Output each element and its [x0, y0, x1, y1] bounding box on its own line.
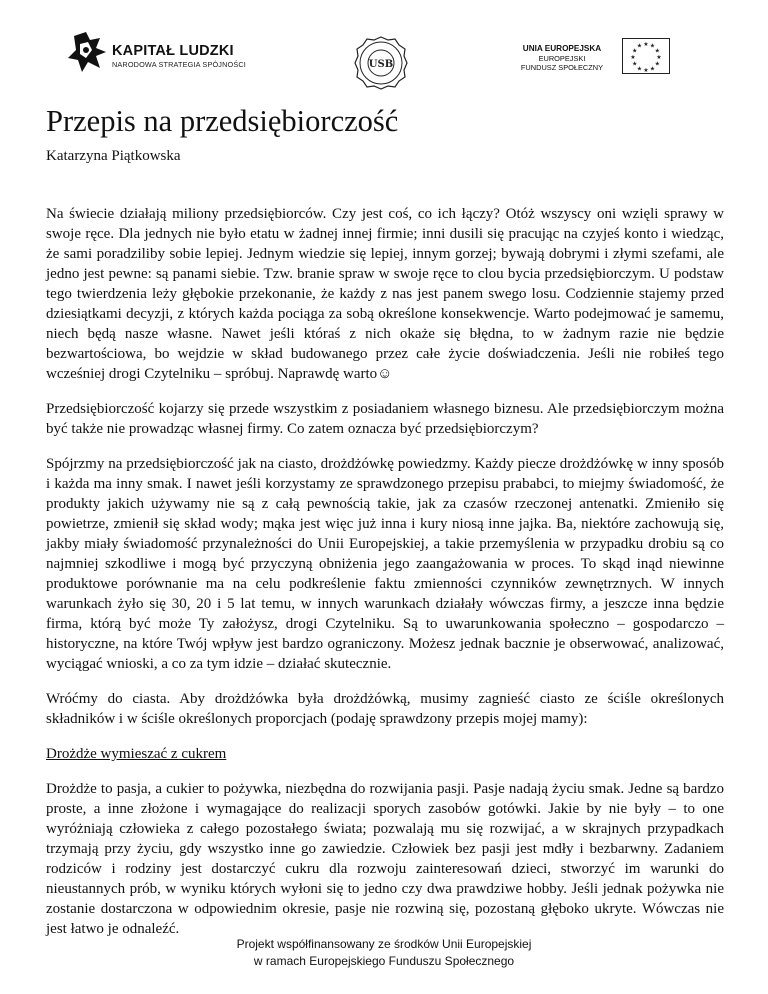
page-header	[0, 0, 768, 100]
svg-text:★: ★	[636, 65, 643, 73]
svg-text:★: ★	[654, 47, 660, 55]
footer-line-1: Projekt współfinansowany ze środków Unii Europejskiej	[236, 937, 532, 951]
article-body	[46, 204, 724, 954]
eu-flag-icon	[622, 38, 670, 74]
kapital-ludzki-logo-icon	[66, 30, 108, 74]
svg-text:★: ★	[643, 41, 649, 48]
article-title: Przepis na przedsiębiorczość	[46, 104, 399, 138]
paragraph: Na świecie działają miliony przedsiębiorców. Czy jest coś, co ich łączy? Otóż wszyscy oni wzięli sprawy w swoje ręce. Dla jednych nie było etatu w żadnej innej firmie; inni dusili się pracując na czyjeś konto i wiedząc, że sami poradziliby sobie lepiej. Jednym wiedzie się lepiej, innym gorzej; bywają dobrymi i złymi szefami, ale jedno jest pewne: są panami siebie. Tzw. branie spraw w swoje ręce to clou bycia przedsiębiorczym. U podstaw tego twierdzenia leży głębokie przekonanie, że każdy z nas jest panem swego losu. Codziennie stajemy przed dziesiątkami decyzji, z których każda pociąga za sobą określone konsekwencje. Warto podejmować je samemu, niech będą nasze własne. Nawet jeśli któraś z nich okaże się błędna, to w żadnym razie nie będzie bezwartościowa, bo wejdzie w skład budowanego przez całe życie doświadczenia. Jeśli nie robiłeś tego wcześniej drogi Czytelniku – spróbuj. Naprawdę warto☺	[46, 206, 724, 382]
paragraph: Spójrzmy na przedsiębiorczość jak na ciasto, drożdżówkę powiedzmy. Każdy piecze drożdżówkę w inny sposób i każda ma inny smak. I nawet jeśli korzystamy ze sprawdzonego przepisu prababci, to miejmy świadomość, że produkty jakich używamy nie są z całą pewnością takie, jak za czasów rzeczonej antenatki. Zmieniło się powietrze, zmienił się skład wody; mąka jest więc już inna i kury niosą inne jajka. Ba, niektóre zachowują się, jakby miały świadomość przynależności do Unii Europejskiej, a takie przemyślenia w przypadku drobiu są co najmniej szkodliwe i mogą być przyczyną obniżenia jego zaangażowania w proces. To skąd inąd niewinne produktowe porównanie ma na celu podkreślenie faktu zmienności czynników zewnętrznych. W innych warunkach żyło się 30, 20 i 5 lat temu, w innych warunkach działały wówczas firmy, a jeszcze inna będzie firma, którą być może Ty założysz, drogi Czytelniku. Są to uwarunkowania społeczno – gospodarczo – historyczne, na które Twój wpływ jest bardzo ograniczony. Możesz jednak bacznie je obserwować, analizować, wyciągać wnioski, a co za tym idzie – działać skutecznie.	[46, 456, 724, 672]
svg-text:★: ★	[649, 65, 656, 73]
eu-line-2: EUROPEJSKI	[538, 53, 586, 63]
university-seal-icon	[354, 36, 408, 90]
svg-text:★: ★	[632, 60, 638, 68]
seal-text: USB	[368, 59, 394, 70]
svg-text:★: ★	[649, 42, 656, 50]
eu-line-1: UNIA EUROPEJSKA	[522, 44, 602, 53]
footer-line-2: w ramach Europejskiego Funduszu Społecznego	[253, 954, 515, 968]
eu-text	[507, 44, 617, 73]
kapital-ludzki-subtitle: NARODOWA STRATEGIA SPÓJNOŚCI	[112, 60, 246, 69]
kapital-ludzki-text	[112, 44, 246, 70]
paragraph: Przedsiębiorczość kojarzy się przede wszystkim z posiadaniem własnego biznesu. Ale przedsiębiorczym można być także nie prowadząc własnej firmy. Co zatem oznacza być przedsiębiorczym?	[46, 401, 724, 437]
svg-text:★: ★	[643, 67, 649, 74]
subheading: Drożdże wymieszać z cukrem	[46, 746, 227, 762]
kapital-ludzki-title: KAPITAŁ LUDZKI	[112, 43, 234, 59]
eu-line-3: FUNDUSZ SPOŁECZNY	[520, 63, 604, 72]
svg-text:★: ★	[630, 54, 636, 61]
svg-text:★: ★	[632, 47, 638, 55]
paragraph: Drożdże to pasja, a cukier to pożywka, niezbędna do rozwijania pasji. Pasje nadają życiu smak. Jedne są bardzo proste, a inne złożone i wymagające do realizacji sporych zasobów gotówki. Jakie by nie były – to one wyróżniają człowieka z całego pozostałego świata; pozwalają mu się rozwijać, a w skrajnych przypadkach trzymają przy życiu, gdy wszystko inne go zawiedzie. Człowiek bez pasji jest mdły i bezbarwny. Zadaniem rodziców i rodziny jest dostarczyć cukru dla rozwoju zainteresowań dzieci, stworzyć im warunki do nieustannych prób, w wyniku których wyłoni się to jedno czy dwa prawdziwe hobby. Jeśli jednak pożywka nie zostanie dostarczona w odpowiednim okresie, pasje nie rozwiną się, pozostaną głęboko ukryte. Wówczas nie jest łatwo je odnaleźć.	[46, 781, 724, 937]
article-author: Katarzyna Piątkowska	[46, 148, 181, 164]
svg-text:★: ★	[654, 60, 660, 68]
svg-text:★: ★	[656, 54, 662, 61]
page-footer	[0, 936, 768, 970]
svg-text:★: ★	[636, 42, 643, 50]
paragraph: Wróćmy do ciasta. Aby drożdżówka była drożdżówką, musimy zagnieść ciasto ze ściśle określonych składników i w ściśle określonych proporcjach (podaję sprawdzony przepis mojej mamy):	[46, 691, 724, 727]
